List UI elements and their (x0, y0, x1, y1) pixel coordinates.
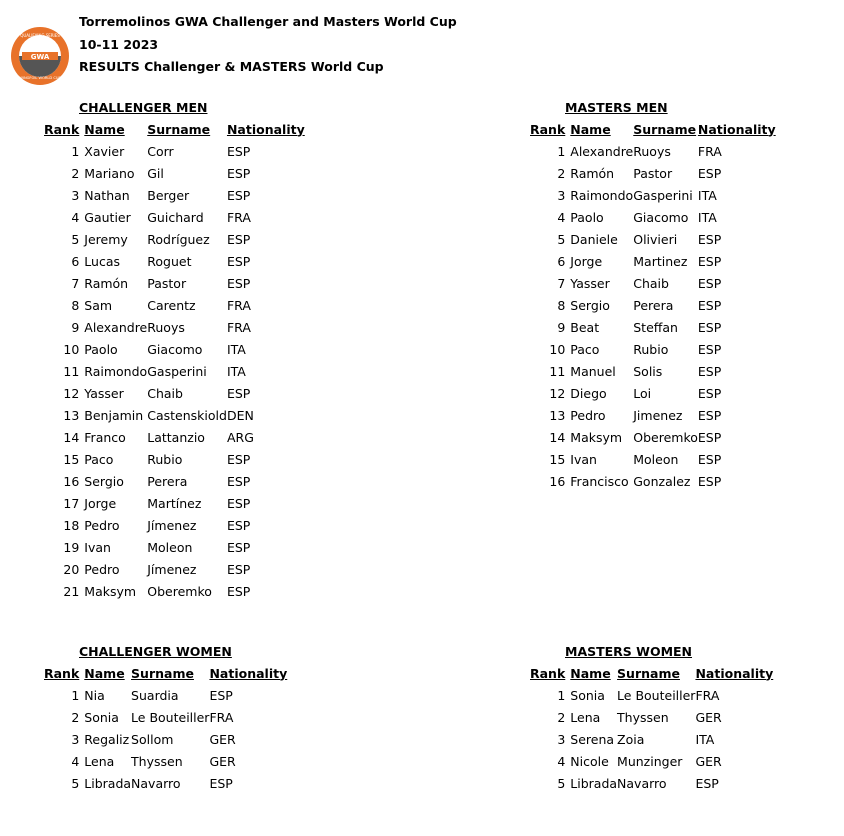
rank-cell: 5 (557, 231, 566, 247)
name-cell: Diego (570, 385, 607, 401)
table-row (44, 750, 287, 772)
table-row (44, 140, 305, 162)
table-row (44, 706, 287, 728)
rank-cell: 7 (557, 275, 566, 291)
surname-header: Surname (131, 665, 194, 681)
name-header: Name (570, 665, 611, 681)
table-row (530, 338, 776, 360)
name-cell: Sam (84, 297, 113, 313)
name-cell: Pedro (84, 517, 120, 533)
rank-header: Rank (44, 121, 80, 137)
surname-cell: Pastor (147, 275, 187, 291)
name-cell: Nicole (570, 753, 609, 769)
nationality-cell: ESP (226, 451, 251, 467)
surname-cell: Corr (147, 143, 174, 159)
surname-cell: Rubio (147, 451, 183, 467)
surname-header: Surname (617, 665, 680, 681)
rank-cell: 15 (549, 451, 566, 467)
nationality-cell: ESP (697, 385, 722, 401)
name-cell: Jorge (84, 495, 117, 511)
name-cell: Paolo (84, 341, 118, 357)
nationality-cell: FRA (697, 143, 722, 159)
rank-cell: 7 (71, 275, 80, 291)
table-row (530, 162, 776, 184)
name-cell: Lena (84, 753, 115, 769)
name-cell: Yasser (84, 385, 124, 401)
rank-cell: 11 (549, 363, 566, 379)
table-row (530, 316, 776, 338)
surname-cell: Roguet (147, 253, 192, 269)
surname-cell: Olivieri (633, 231, 678, 247)
surname-cell: Thyssen (617, 709, 669, 725)
nationality-cell: ESP (697, 341, 722, 357)
table-row (530, 750, 773, 772)
gwa-logo (10, 26, 70, 86)
rank-cell: 4 (557, 753, 566, 769)
surname-cell: Gonzalez (633, 473, 691, 489)
table-row (530, 272, 776, 294)
nationality-cell: ESP (697, 275, 722, 291)
nationality-cell: ARG (226, 429, 254, 445)
name-cell: Sergio (570, 297, 610, 313)
rank-cell: 12 (549, 385, 566, 401)
document-title: Torremolinos GWA Challenger and Masters World Cup (79, 14, 457, 29)
nationality-cell: ESP (226, 253, 251, 269)
rank-cell: 3 (71, 731, 80, 747)
table-row (44, 228, 305, 250)
rank-header: Rank (530, 665, 566, 681)
results-subtitle: RESULTS Challenger & MASTERS World Cup (79, 59, 384, 74)
surname-cell: Suardia (131, 687, 179, 703)
name-cell: Ramón (84, 275, 129, 291)
rank-cell: 6 (557, 253, 566, 269)
surname-cell: Pastor (633, 165, 673, 181)
nationality-cell: FRA (209, 709, 234, 725)
name-cell: Sonia (570, 687, 605, 703)
nationality-cell: ESP (697, 473, 722, 489)
nationality-cell: GER (209, 731, 236, 747)
surname-cell: Moleon (633, 451, 679, 467)
table-row (530, 140, 776, 162)
name-header: Name (84, 665, 125, 681)
surname-cell: Jímenez (147, 517, 197, 533)
name-cell: Beat (570, 319, 600, 335)
results-table (44, 662, 287, 794)
name-cell: Jeremy (84, 231, 128, 247)
svg-text:QUALIFYING SERIES: QUALIFYING SERIES (20, 33, 60, 38)
name-header: Name (570, 121, 611, 137)
surname-cell: Zoia (617, 731, 645, 747)
surname-cell: Sollom (131, 731, 174, 747)
nationality-cell: ESP (695, 775, 719, 791)
surname-header: Surname (633, 121, 697, 137)
surname-cell: Giacomo (147, 341, 203, 357)
surname-cell: Oberemko (147, 583, 212, 599)
table-header-row (44, 118, 305, 140)
section-title: CHALLENGER WOMEN (79, 644, 232, 659)
table-row (44, 492, 305, 514)
surname-cell: Le Bouteiller (617, 687, 696, 703)
table-row (44, 272, 305, 294)
nationality-cell: GER (209, 753, 236, 769)
nationality-cell: ESP (697, 407, 722, 423)
rank-cell: 10 (549, 341, 566, 357)
name-cell: Maksym (84, 583, 137, 599)
name-cell: Raimondo (84, 363, 148, 379)
surname-cell: Jímenez (147, 561, 197, 577)
rank-cell: 8 (71, 297, 80, 313)
surname-cell: Chaib (633, 275, 669, 291)
surname-header: Surname (147, 121, 211, 137)
rank-cell: 3 (71, 187, 80, 203)
table-row (44, 338, 305, 360)
rank-cell: 19 (63, 539, 80, 555)
nationality-cell: ITA (226, 341, 246, 357)
table-row (530, 404, 776, 426)
surname-cell: Berger (147, 187, 190, 203)
surname-cell: Oberemko (633, 429, 698, 445)
nationality-cell: FRA (695, 687, 720, 703)
rank-cell: 9 (557, 319, 566, 335)
rank-cell: 3 (557, 187, 566, 203)
rank-cell: 11 (63, 363, 80, 379)
table-row (530, 206, 776, 228)
nationality-cell: ESP (697, 451, 722, 467)
nationality-header: Nationality (695, 665, 774, 681)
svg-text:WINGFOIL WORLD CUP: WINGFOIL WORLD CUP (19, 76, 61, 80)
results-table (530, 662, 773, 794)
table-row (44, 580, 305, 602)
nationality-cell: ESP (209, 687, 233, 703)
surname-cell: Carentz (147, 297, 196, 313)
rank-cell: 5 (71, 231, 80, 247)
surname-cell: Castenskiold (147, 407, 227, 423)
rank-cell: 20 (63, 561, 80, 577)
rank-cell: 1 (557, 143, 566, 159)
surname-cell: Perera (633, 297, 674, 313)
name-cell: Nathan (84, 187, 130, 203)
table-row (530, 706, 773, 728)
table-row (44, 558, 305, 580)
nationality-cell: ITA (695, 731, 715, 747)
nationality-cell: ESP (209, 775, 233, 791)
table-row (530, 728, 773, 750)
name-cell: Paco (84, 451, 114, 467)
table-header-row (530, 662, 773, 684)
rank-cell: 4 (71, 753, 80, 769)
surname-cell: Gil (147, 165, 164, 181)
surname-cell: Lattanzio (147, 429, 205, 445)
name-cell: Paco (570, 341, 600, 357)
table-row (44, 536, 305, 558)
nationality-cell: ESP (697, 253, 722, 269)
nationality-cell: ITA (697, 209, 717, 225)
table-header-row (44, 662, 287, 684)
nationality-cell: GER (695, 709, 722, 725)
nationality-cell: ESP (697, 231, 722, 247)
nationality-cell: ESP (226, 561, 251, 577)
nationality-header: Nationality (697, 121, 776, 137)
results-table (530, 118, 776, 492)
nationality-header: Nationality (226, 121, 305, 137)
nationality-cell: ITA (226, 363, 246, 379)
name-cell: Paolo (570, 209, 604, 225)
name-cell: Benjamin (84, 407, 144, 423)
name-cell: Alexandre (570, 143, 634, 159)
nationality-cell: ITA (697, 187, 717, 203)
table-row (530, 294, 776, 316)
rank-cell: 4 (71, 209, 80, 225)
table-row (44, 426, 305, 448)
rank-cell: 13 (63, 407, 80, 423)
section-title: MASTERS WOMEN (565, 644, 693, 659)
nationality-cell: ESP (697, 319, 722, 335)
nationality-cell: ESP (226, 473, 251, 489)
rank-cell: 12 (63, 385, 80, 401)
nationality-cell: ESP (697, 363, 722, 379)
table-row (44, 294, 305, 316)
name-cell: Yasser (570, 275, 610, 291)
name-cell: Sergio (84, 473, 124, 489)
table-row (530, 448, 776, 470)
name-cell: Francisco (570, 473, 629, 489)
nationality-cell: ESP (226, 143, 251, 159)
rank-header: Rank (530, 121, 566, 137)
table-row (44, 684, 287, 706)
rank-cell: 10 (63, 341, 80, 357)
table-row (44, 162, 305, 184)
rank-cell: 2 (557, 709, 566, 725)
surname-cell: Ruoys (633, 143, 671, 159)
rank-cell: 18 (63, 517, 80, 533)
table-row (44, 772, 287, 794)
rank-cell: 16 (63, 473, 80, 489)
rank-cell: 2 (71, 165, 80, 181)
rank-cell: 3 (557, 731, 566, 747)
table-row (44, 250, 305, 272)
surname-cell: Solis (633, 363, 663, 379)
surname-cell: Ruoys (147, 319, 185, 335)
surname-cell: Navarro (617, 775, 667, 791)
rank-cell: 21 (63, 583, 80, 599)
results-table (44, 118, 305, 602)
section-title: CHALLENGER MEN (79, 100, 208, 115)
table-row (530, 382, 776, 404)
nationality-cell: ESP (697, 165, 722, 181)
table-row (44, 206, 305, 228)
surname-cell: Rubio (633, 341, 669, 357)
name-cell: Franco (84, 429, 126, 445)
table-row (530, 470, 776, 492)
table-row (44, 184, 305, 206)
event-dates: 10-11 2023 (79, 37, 159, 52)
name-cell: Pedro (84, 561, 120, 577)
surname-cell: Rodríguez (147, 231, 210, 247)
svg-text:GWA: GWA (30, 53, 50, 61)
surname-cell: Moleon (147, 539, 193, 555)
nationality-cell: FRA (226, 319, 251, 335)
surname-cell: Martinez (633, 253, 688, 269)
rank-cell: 16 (549, 473, 566, 489)
nationality-cell: ESP (226, 187, 251, 203)
nationality-cell: ESP (226, 385, 251, 401)
nationality-cell: ESP (226, 517, 251, 533)
rank-cell: 8 (557, 297, 566, 313)
name-cell: Ivan (570, 451, 597, 467)
table-row (44, 470, 305, 492)
rank-cell: 15 (63, 451, 80, 467)
surname-cell: Munzinger (617, 753, 683, 769)
name-cell: Librada (84, 775, 132, 791)
name-cell: Raimondo (570, 187, 634, 203)
rank-cell: 5 (557, 775, 566, 791)
table-row (530, 184, 776, 206)
surname-cell: Gasperini (633, 187, 693, 203)
nationality-cell: ESP (226, 539, 251, 555)
name-cell: Pedro (570, 407, 606, 423)
table-header-row (530, 118, 776, 140)
name-cell: Nia (84, 687, 105, 703)
name-cell: Maksym (570, 429, 623, 445)
rank-header: Rank (44, 665, 80, 681)
surname-cell: Perera (147, 473, 188, 489)
name-header: Name (84, 121, 125, 137)
table-row (44, 514, 305, 536)
rank-cell: 2 (71, 709, 80, 725)
rank-cell: 14 (63, 429, 80, 445)
name-cell: Regaliz (84, 731, 130, 747)
table-row (44, 382, 305, 404)
surname-cell: Le Bouteiller (131, 709, 210, 725)
rank-cell: 14 (549, 429, 566, 445)
table-row (44, 448, 305, 470)
table-row (44, 316, 305, 338)
nationality-cell: ESP (226, 231, 251, 247)
surname-cell: Chaib (147, 385, 183, 401)
surname-cell: Gasperini (147, 363, 207, 379)
name-cell: Lucas (84, 253, 120, 269)
surname-cell: Giacomo (633, 209, 689, 225)
surname-cell: Loi (633, 385, 652, 401)
name-cell: Librada (570, 775, 618, 791)
nationality-header: Nationality (209, 665, 288, 681)
rank-cell: 1 (71, 687, 80, 703)
name-cell: Sonia (84, 709, 119, 725)
surname-cell: Jimenez (633, 407, 683, 423)
rank-cell: 6 (71, 253, 80, 269)
rank-cell: 17 (63, 495, 80, 511)
nationality-cell: ESP (226, 583, 251, 599)
name-cell: Lena (570, 709, 601, 725)
table-row (530, 360, 776, 382)
table-row (530, 228, 776, 250)
rank-cell: 9 (71, 319, 80, 335)
surname-cell: Navarro (131, 775, 181, 791)
name-cell: Serena (570, 731, 615, 747)
surname-cell: Steffan (633, 319, 678, 335)
name-cell: Ivan (84, 539, 111, 555)
rank-cell: 13 (549, 407, 566, 423)
nationality-cell: ESP (226, 275, 251, 291)
section-title: MASTERS MEN (565, 100, 668, 115)
name-cell: Xavier (84, 143, 125, 159)
surname-cell: Guichard (147, 209, 204, 225)
name-cell: Alexandre (84, 319, 148, 335)
rank-cell: 5 (71, 775, 80, 791)
nationality-cell: FRA (226, 209, 251, 225)
table-row (44, 404, 305, 426)
table-row (530, 772, 773, 794)
table-row (44, 360, 305, 382)
nationality-cell: DEN (226, 407, 254, 423)
nationality-cell: ESP (226, 165, 251, 181)
table-row (44, 728, 287, 750)
table-row (530, 250, 776, 272)
name-cell: Manuel (570, 363, 616, 379)
surname-cell: Thyssen (131, 753, 183, 769)
rank-cell: 1 (557, 687, 566, 703)
rank-cell: 4 (557, 209, 566, 225)
nationality-cell: FRA (226, 297, 251, 313)
name-cell: Mariano (84, 165, 135, 181)
table-row (530, 426, 776, 448)
name-cell: Jorge (570, 253, 603, 269)
surname-cell: Martínez (147, 495, 202, 511)
name-cell: Daniele (570, 231, 618, 247)
name-cell: Ramón (570, 165, 615, 181)
rank-cell: 1 (71, 143, 80, 159)
nationality-cell: ESP (697, 429, 722, 445)
table-row (530, 684, 773, 706)
nationality-cell: ESP (226, 495, 251, 511)
name-cell: Gautier (84, 209, 131, 225)
nationality-cell: ESP (697, 297, 722, 313)
nationality-cell: GER (695, 753, 722, 769)
rank-cell: 2 (557, 165, 566, 181)
